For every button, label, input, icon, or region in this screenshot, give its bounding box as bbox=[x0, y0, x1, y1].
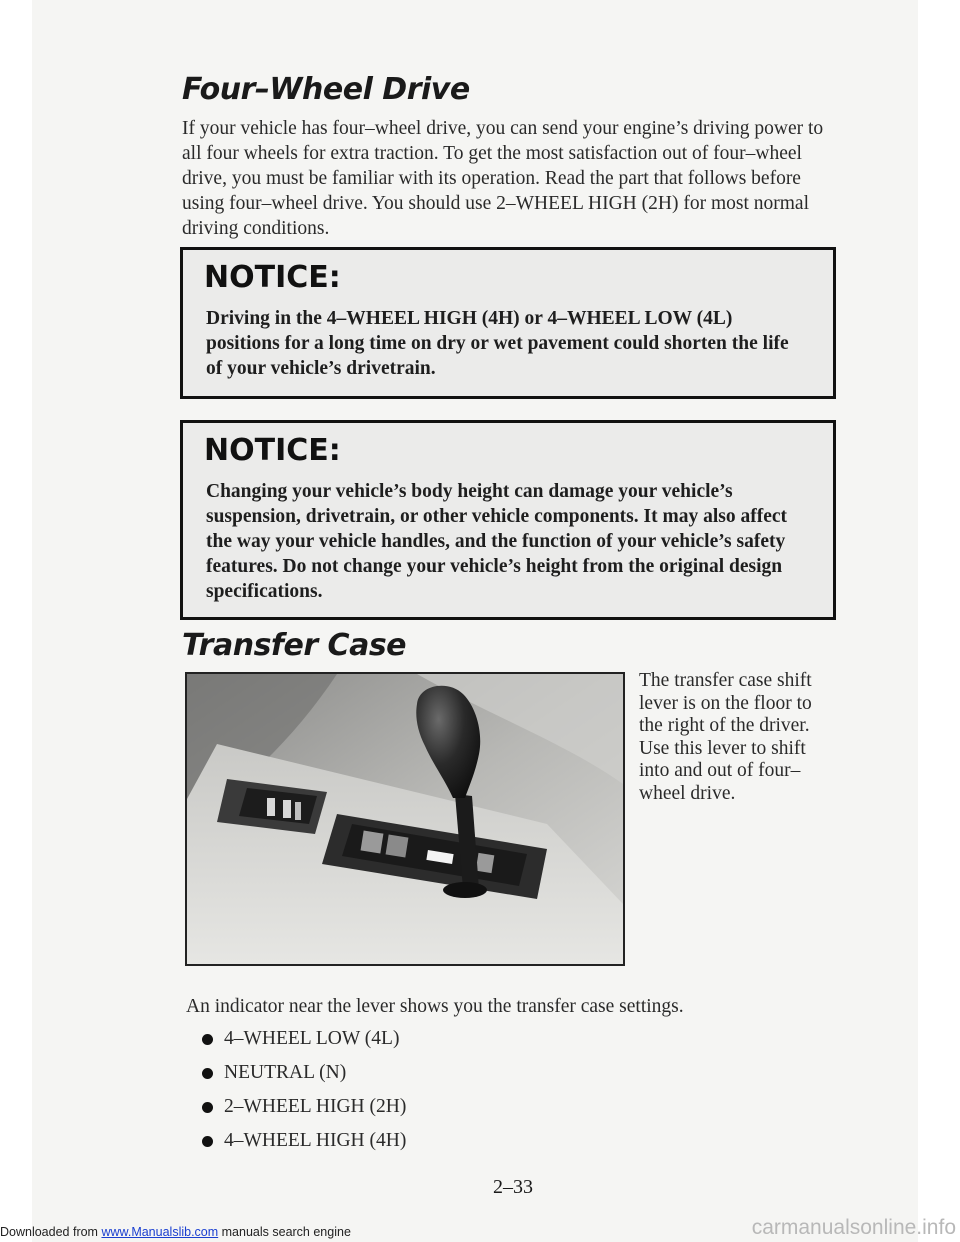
footer-prefix: Downloaded from bbox=[0, 1225, 102, 1239]
list-item bbox=[202, 1096, 406, 1130]
watermark: carmanualsonline.info bbox=[751, 1216, 956, 1239]
list-item bbox=[202, 1062, 406, 1096]
list-item bbox=[202, 1130, 406, 1164]
bullet-icon bbox=[202, 1102, 213, 1113]
notice-text: Driving in the 4–WHEEL HIGH (4H) or 4–WHEEL LOW (4L) positions for a long time on dry or wet pavement could shorten the life of your vehicle’s drivetrain. bbox=[206, 308, 789, 379]
manual-page bbox=[32, 0, 918, 1242]
notice-title: NOTICE: bbox=[204, 433, 341, 468]
transfer-case-lever-photo bbox=[185, 672, 625, 966]
shift-lever-illustration bbox=[187, 674, 623, 964]
download-footer bbox=[0, 1225, 351, 1239]
notice-text: Changing your vehicle’s body height can damage your vehicle’s suspension, drivetrain, or other vehicle components. It may also affect the way your vehicle handles, and the function of your vehicle’s safety features. Do not change your vehicle’s height from the original design specifications. bbox=[206, 481, 787, 602]
four-wheel-drive-intro: If your vehicle has four–wheel drive, you can send your engine’s driving power to all four wheels for extra traction. To get the most satisfaction out of four–wheel drive, you must be familiar with its operation. Read the part that follows before using four–wheel drive. You should use 2–WHEEL HIGH (2H) for most normal driving conditions. bbox=[182, 118, 824, 239]
indicator-description: An indicator near the lever shows you the transfer case settings. bbox=[186, 996, 684, 1017]
transfer-case-caption: The transfer case shift lever is on the floor to the right of the driver. Use this lever to shift into and out of four–wheel drive. bbox=[639, 670, 812, 804]
setting-label: 2–WHEEL HIGH (2H) bbox=[224, 1096, 407, 1117]
notice-title: NOTICE: bbox=[204, 260, 341, 295]
footer-suffix: manuals search engine bbox=[218, 1225, 351, 1239]
transfer-case-settings-list bbox=[202, 1028, 406, 1164]
bullet-icon bbox=[202, 1136, 213, 1147]
setting-label: NEUTRAL (N) bbox=[224, 1062, 347, 1083]
bullet-icon bbox=[202, 1068, 213, 1079]
list-item bbox=[202, 1028, 406, 1062]
setting-label: 4–WHEEL LOW (4L) bbox=[224, 1028, 400, 1049]
bullet-icon bbox=[202, 1034, 213, 1045]
page-number: 2–33 bbox=[493, 1176, 533, 1198]
setting-label: 4–WHEEL HIGH (4H) bbox=[224, 1130, 407, 1151]
transfer-case-heading: Transfer Case bbox=[182, 628, 407, 663]
manualslib-link[interactable]: www.Manualslib.com bbox=[101, 1225, 219, 1239]
drivetrain-notice-box bbox=[180, 247, 836, 399]
four-wheel-drive-heading: Four–Wheel Drive bbox=[182, 72, 470, 107]
body-height-notice-box bbox=[180, 420, 836, 620]
